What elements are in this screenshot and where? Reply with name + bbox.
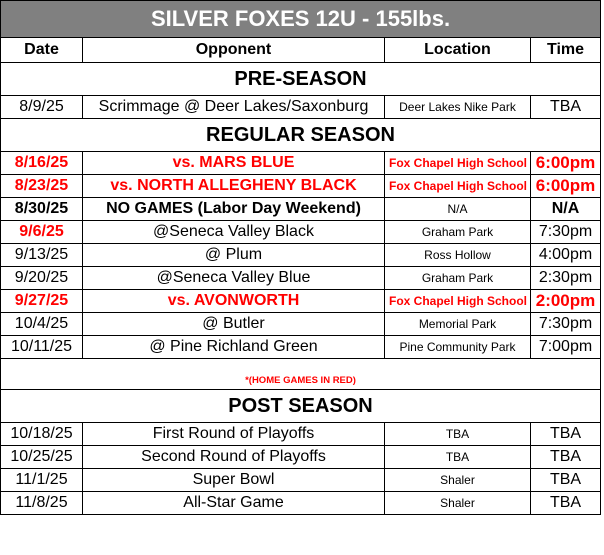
- game-row: [1, 221, 601, 244]
- game-location: Ross Hollow: [385, 244, 531, 267]
- section-title-postseason: POST SEASON: [1, 390, 601, 423]
- spacer-row: [1, 359, 601, 372]
- game-opponent: First Round of Playoffs: [83, 423, 385, 446]
- column-header-row: [1, 38, 601, 63]
- game-location: Shaler: [385, 469, 531, 492]
- game-time: TBA: [531, 492, 601, 515]
- game-opponent: vs. MARS BLUE: [83, 152, 385, 175]
- game-date: 8/30/25: [1, 198, 83, 221]
- game-time: 4:00pm: [531, 244, 601, 267]
- game-row: [1, 267, 601, 290]
- game-location: Fox Chapel High School: [385, 152, 531, 175]
- game-date: 10/4/25: [1, 313, 83, 336]
- game-date: 8/23/25: [1, 175, 83, 198]
- column-header-time: Time: [531, 38, 601, 63]
- game-location: Fox Chapel High School: [385, 290, 531, 313]
- game-row: [1, 446, 601, 469]
- game-time: 7:00pm: [531, 336, 601, 359]
- section-title-regular: REGULAR SEASON: [1, 119, 601, 152]
- game-date: 8/9/25: [1, 96, 83, 119]
- game-date: 9/20/25: [1, 267, 83, 290]
- game-opponent: vs. NORTH ALLEGHENY BLACK: [83, 175, 385, 198]
- game-location: Memorial Park: [385, 313, 531, 336]
- game-location: Shaler: [385, 492, 531, 515]
- game-date: 11/1/25: [1, 469, 83, 492]
- game-location: Fox Chapel High School: [385, 175, 531, 198]
- game-time: 7:30pm: [531, 221, 601, 244]
- game-opponent: Second Round of Playoffs: [83, 446, 385, 469]
- game-row: [1, 96, 601, 119]
- section-title-preseason: PRE-SEASON: [1, 63, 601, 96]
- game-row: [1, 469, 601, 492]
- game-row-home: [1, 290, 601, 313]
- game-opponent: @Seneca Valley Black: [83, 221, 385, 244]
- game-time: TBA: [531, 96, 601, 119]
- game-location: Graham Park: [385, 267, 531, 290]
- game-location: TBA: [385, 446, 531, 469]
- section-row: [1, 63, 601, 96]
- home-games-note: *(HOME GAMES IN RED): [1, 371, 601, 390]
- game-row-home: [1, 175, 601, 198]
- game-location: Deer Lakes Nike Park: [385, 96, 531, 119]
- game-opponent: Scrimmage @ Deer Lakes/Saxonburg: [83, 96, 385, 119]
- game-date: 10/25/25: [1, 446, 83, 469]
- game-row: [1, 313, 601, 336]
- game-time: 2:30pm: [531, 267, 601, 290]
- game-time: TBA: [531, 423, 601, 446]
- schedule-title: SILVER FOXES 12U - 155lbs.: [1, 1, 601, 38]
- game-opponent: @Seneca Valley Blue: [83, 267, 385, 290]
- game-row-home: [1, 152, 601, 175]
- game-time: 6:00pm: [531, 152, 601, 175]
- game-time: 6:00pm: [531, 175, 601, 198]
- game-date: 9/13/25: [1, 244, 83, 267]
- section-row: [1, 390, 601, 423]
- spacer-cell: [1, 359, 601, 372]
- game-opponent: NO GAMES (Labor Day Weekend): [83, 198, 385, 221]
- game-location: Graham Park: [385, 221, 531, 244]
- section-row: [1, 119, 601, 152]
- column-header-opponent: Opponent: [83, 38, 385, 63]
- column-header-location: Location: [385, 38, 531, 63]
- game-date: 11/8/25: [1, 492, 83, 515]
- game-opponent: vs. AVONWORTH: [83, 290, 385, 313]
- game-opponent: @ Butler: [83, 313, 385, 336]
- game-row: [1, 492, 601, 515]
- game-time: TBA: [531, 469, 601, 492]
- game-date: 8/16/25: [1, 152, 83, 175]
- game-opponent: @ Plum: [83, 244, 385, 267]
- game-row: [1, 336, 601, 359]
- game-time: 7:30pm: [531, 313, 601, 336]
- game-row: [1, 423, 601, 446]
- game-date: 10/11/25: [1, 336, 83, 359]
- game-date: 9/27/25: [1, 290, 83, 313]
- game-row: [1, 198, 601, 221]
- game-location: N/A: [385, 198, 531, 221]
- game-time: 2:00pm: [531, 290, 601, 313]
- game-opponent: @ Pine Richland Green: [83, 336, 385, 359]
- game-time: N/A: [531, 198, 601, 221]
- game-time: TBA: [531, 446, 601, 469]
- game-opponent: Super Bowl: [83, 469, 385, 492]
- title-row: [1, 1, 601, 38]
- game-opponent: All-Star Game: [83, 492, 385, 515]
- game-row: [1, 244, 601, 267]
- game-date: 10/18/25: [1, 423, 83, 446]
- game-location: Pine Community Park: [385, 336, 531, 359]
- column-header-date: Date: [1, 38, 83, 63]
- game-location: TBA: [385, 423, 531, 446]
- game-date: 9/6/25: [1, 221, 83, 244]
- note-row: [1, 371, 601, 390]
